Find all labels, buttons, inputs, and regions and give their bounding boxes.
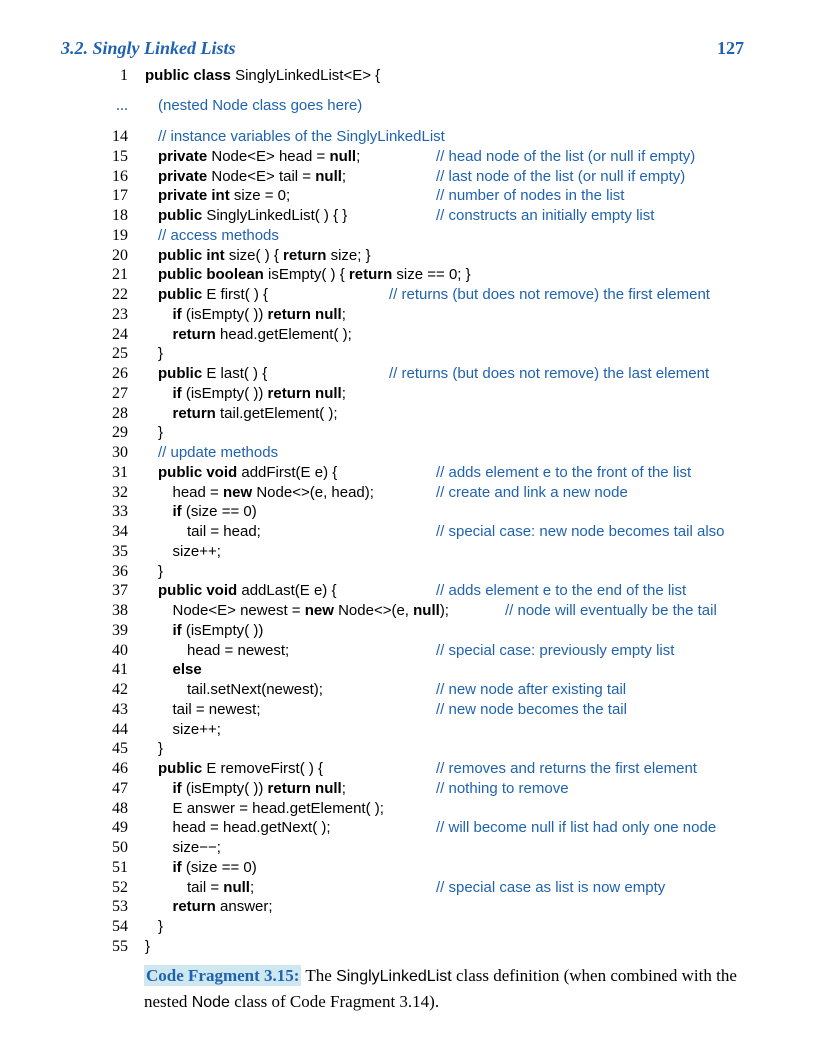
line-number: 48 — [112, 799, 128, 817]
code-text: public int size( ) { return size; } — [158, 246, 371, 264]
line-number: 37 — [112, 582, 128, 600]
page-header — [61, 38, 744, 62]
code-comment: // nothing to remove — [436, 779, 569, 797]
code-line — [0, 444, 817, 464]
code-line — [0, 67, 817, 87]
line-number: 30 — [112, 444, 128, 461]
code-line — [0, 622, 817, 642]
code-text: size++; — [172, 720, 221, 738]
code-line — [0, 681, 817, 701]
line-number: 39 — [112, 621, 128, 639]
code-line — [0, 918, 817, 938]
caption-class-name: SinglyLinkedList — [336, 968, 452, 985]
line-number: 27 — [112, 384, 128, 402]
line-number: 19 — [112, 226, 128, 244]
line-number: 15 — [112, 147, 128, 165]
line-number: 31 — [112, 463, 128, 481]
line-number: ... — [116, 97, 128, 114]
code-line — [0, 602, 817, 622]
code-comment: (nested Node class goes here) — [158, 97, 363, 114]
line-number: 23 — [112, 305, 128, 323]
line-number: 42 — [112, 681, 128, 698]
line-number: 24 — [112, 325, 128, 343]
code-line — [0, 168, 817, 188]
line-number: 49 — [112, 819, 128, 837]
code-text: tail = newest; — [172, 700, 261, 718]
code-comment: // constructs an initially empty list — [436, 207, 655, 224]
section-title: 3.2. Singly Linked Lists — [61, 38, 236, 58]
code-text: head = new Node<>(e, head); — [172, 483, 374, 501]
code-text: if (size == 0) — [172, 858, 257, 876]
code-comment: // new node after existing tail — [436, 681, 627, 698]
code-line — [0, 760, 817, 780]
code-comment: // create and link a new node — [436, 483, 628, 501]
code-comment: // special case: previously empty list — [436, 641, 675, 659]
code-line — [0, 345, 817, 365]
code-text: return head.getElement( ); — [172, 325, 352, 343]
code-text: public void addFirst(E e) { — [158, 463, 338, 481]
code-text: private Node<E> tail = null; — [158, 167, 347, 185]
line-number: 43 — [112, 700, 128, 718]
code-line — [0, 247, 817, 267]
code-text: return tail.getElement( ); — [172, 404, 338, 422]
line-number: 50 — [112, 839, 128, 856]
code-comment: // adds element e to the end of the list — [436, 582, 687, 600]
line-number: 46 — [112, 760, 128, 777]
code-line — [0, 266, 817, 286]
line-number: 28 — [112, 404, 128, 422]
code-text: } — [158, 918, 164, 935]
code-text: } — [145, 937, 151, 955]
code-text: } — [158, 345, 164, 363]
line-number: 47 — [112, 779, 128, 797]
code-line — [0, 503, 817, 523]
line-number: 32 — [112, 483, 128, 501]
code-text: tail.setNext(newest); — [187, 681, 323, 698]
caption-text-2: class definition (when combined with the nested — [144, 966, 737, 1011]
code-text: public boolean isEmpty( ) { return size == 0; } — [158, 266, 471, 284]
code-line — [0, 424, 817, 444]
code-line — [0, 582, 817, 602]
code-line — [0, 563, 817, 583]
line-number: 26 — [112, 365, 128, 382]
code-comment: // special case: new node becomes tail also — [436, 523, 725, 540]
code-line — [0, 484, 817, 504]
code-text: private int size = 0; — [158, 187, 291, 205]
code-text: public E removeFirst( ) { — [158, 760, 324, 777]
code-text: } — [158, 562, 164, 580]
code-text: E answer = head.getElement( ); — [172, 799, 384, 817]
line-number: 53 — [112, 898, 128, 916]
code-text: } — [158, 424, 164, 442]
code-comment: // special case as list is now empty — [436, 878, 666, 896]
code-line — [0, 661, 817, 681]
code-comment: // adds element e to the front of the list — [436, 463, 692, 481]
code-line — [0, 898, 817, 918]
line-number: 51 — [112, 858, 128, 876]
caption-label: Code Fragment 3.15: — [146, 966, 300, 985]
line-number: 54 — [112, 918, 128, 935]
code-text: head = newest; — [187, 641, 290, 659]
caption-node-name: Node — [191, 994, 230, 1011]
line-number: 38 — [112, 602, 128, 619]
line-number: 34 — [112, 523, 128, 540]
code-text: public SinglyLinkedList( ) { } — [158, 207, 348, 224]
code-line — [0, 385, 817, 405]
code-line — [0, 405, 817, 425]
code-text: if (isEmpty( )) return null; — [172, 384, 346, 402]
line-number: 1 — [120, 67, 128, 84]
line-number: 21 — [112, 266, 128, 284]
code-text: return answer; — [172, 898, 273, 916]
code-text: size++; — [172, 542, 221, 560]
caption-text-3: class of Code Fragment 3.14). — [229, 992, 440, 1011]
line-number: 18 — [112, 207, 128, 224]
code-text: public class SinglyLinkedList<E> { — [145, 67, 381, 84]
code-text: else — [172, 661, 202, 679]
line-number: 29 — [112, 424, 128, 442]
code-line — [0, 721, 817, 741]
code-line — [0, 642, 817, 662]
caption-text-1: The — [301, 966, 337, 985]
code-text: if (isEmpty( )) return null; — [172, 779, 346, 797]
code-line — [0, 701, 817, 721]
code-text: head = head.getNext( ); — [172, 819, 331, 837]
code-text: if (isEmpty( )) — [172, 621, 264, 639]
line-number: 14 — [112, 128, 128, 145]
line-number: 41 — [112, 661, 128, 679]
code-line — [0, 286, 817, 306]
code-comment: // last node of the list (or null if empty) — [436, 167, 686, 185]
code-line — [0, 464, 817, 484]
code-line — [0, 326, 817, 346]
code-text: if (size == 0) — [172, 503, 257, 521]
code-comment: // head node of the list (or null if empty) — [436, 147, 696, 165]
code-text: public E last( ) { — [158, 365, 268, 382]
code-line — [0, 780, 817, 800]
code-text: } — [158, 740, 164, 758]
line-number: 16 — [112, 167, 128, 185]
code-comment: // returns (but does not remove) the last element — [389, 365, 710, 382]
code-comment: // instance variables of the SinglyLinkedList — [158, 128, 445, 145]
line-number: 35 — [112, 542, 128, 560]
code-line — [0, 800, 817, 820]
code-comment: // node will eventually be the tail — [505, 602, 717, 619]
line-number: 55 — [112, 937, 128, 955]
code-text: public void addLast(E e) { — [158, 582, 337, 600]
line-number: 20 — [112, 246, 128, 264]
code-comment: // will become null if list had only one node — [436, 819, 717, 837]
line-number: 40 — [112, 641, 128, 659]
code-line — [0, 938, 817, 958]
code-text: tail = head; — [187, 523, 261, 540]
code-text: Node<E> newest = new Node<>(e, null); — [172, 602, 449, 619]
code-line — [0, 859, 817, 879]
line-number: 45 — [112, 740, 128, 758]
code-comment: // access methods — [158, 226, 279, 244]
code-comment: // removes and returns the first element — [436, 760, 697, 777]
code-comment: // update methods — [158, 444, 279, 461]
code-line — [0, 187, 817, 207]
line-number: 33 — [112, 503, 128, 521]
code-text: if (isEmpty( )) return null; — [172, 305, 346, 323]
code-line — [0, 365, 817, 385]
line-number: 52 — [112, 878, 128, 896]
code-text: private Node<E> head = null; — [158, 147, 361, 165]
code-line — [0, 879, 817, 899]
code-line — [0, 207, 817, 227]
line-number: 36 — [112, 562, 128, 580]
code-line — [0, 306, 817, 326]
code-line — [0, 819, 817, 839]
code-comment: // returns (but does not remove) the first element — [389, 286, 710, 303]
line-number: 44 — [112, 720, 128, 738]
code-text: public E first( ) { — [158, 286, 269, 303]
code-comment: // new node becomes the tail — [436, 700, 627, 718]
line-number: 22 — [112, 286, 128, 303]
line-number: 25 — [112, 345, 128, 363]
line-number: 17 — [112, 187, 128, 205]
code-line — [0, 148, 817, 168]
code-text: tail = null; — [187, 878, 255, 896]
code-line — [0, 523, 817, 543]
code-caption — [144, 963, 744, 1015]
page-number: 127 — [717, 38, 744, 58]
code-comment: // number of nodes in the list — [436, 187, 625, 205]
code-line — [0, 128, 817, 148]
code-line — [0, 740, 817, 760]
code-text: size−−; — [172, 839, 221, 856]
code-line — [0, 839, 817, 859]
code-line — [0, 543, 817, 563]
code-line — [0, 97, 817, 117]
code-line — [0, 227, 817, 247]
